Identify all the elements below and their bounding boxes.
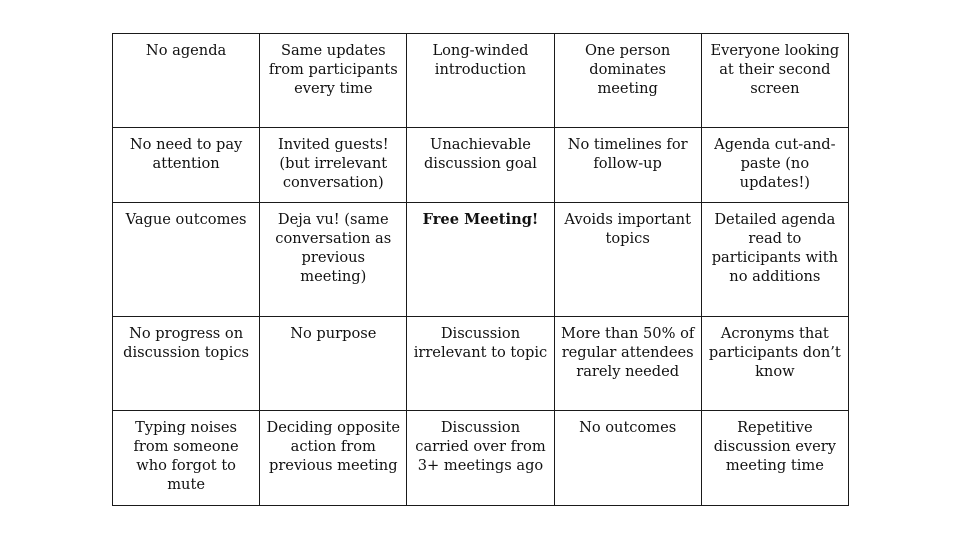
cell-text: Detailed agenda read to participants with no additions	[711, 211, 838, 285]
bingo-cell	[260, 34, 407, 128]
bingo-cell	[701, 411, 848, 506]
bingo-cell	[260, 128, 407, 203]
bingo-cell	[113, 203, 260, 317]
bingo-cell	[407, 128, 554, 203]
bingo-row-5	[113, 411, 849, 506]
bingo-row-2	[113, 128, 849, 203]
bingo-cell	[260, 203, 407, 317]
cell-text: No timelines for follow-up	[567, 136, 688, 172]
bingo-cell	[554, 203, 701, 317]
bingo-board	[112, 33, 849, 506]
free-space-cell	[407, 203, 554, 317]
cell-text: Discussion irrelevant to topic	[413, 325, 548, 361]
cell-text: Agenda cut-and-paste (no updates!)	[714, 136, 836, 191]
cell-text: Avoids important topics	[564, 211, 691, 247]
cell-text: No need to pay attention	[129, 136, 243, 172]
bingo-cell	[701, 128, 848, 203]
bingo-cell	[554, 411, 701, 506]
bingo-row-1	[113, 34, 849, 128]
cell-text: No outcomes	[579, 419, 677, 436]
cell-text: Invited guests! (but irrelevant conversation)	[277, 136, 389, 191]
cell-text: Same updates from participants every time	[268, 42, 398, 97]
cell-text: Typing noises from someone who forgot to mute	[133, 419, 239, 493]
bingo-cell	[407, 317, 554, 411]
bingo-cell	[113, 128, 260, 203]
bingo-cell	[260, 317, 407, 411]
cell-text: Deciding opposite action from previous meeting	[266, 419, 401, 474]
cell-text: Deja vu! (same conversation as previous meeting)	[275, 211, 392, 285]
bingo-cell	[407, 411, 554, 506]
bingo-cell	[554, 317, 701, 411]
bingo-cell	[701, 34, 848, 128]
cell-text: No agenda	[145, 42, 227, 59]
bingo-cell	[701, 317, 848, 411]
bingo-cell	[554, 34, 701, 128]
cell-text: No purpose	[290, 325, 377, 342]
bingo-cell	[554, 128, 701, 203]
cell-text: Discussion carried over from 3+ meetings ago	[415, 419, 546, 474]
bingo-cell	[701, 203, 848, 317]
cell-text: More than 50% of regular attendees rarely needed	[561, 325, 695, 380]
bingo-cell	[407, 34, 554, 128]
cell-text: Acronyms that participants don’t know	[708, 325, 841, 380]
bingo-cell	[113, 411, 260, 506]
cell-text: Long-winded introduction	[432, 42, 529, 78]
cell-text: Everyone looking at their second screen	[710, 42, 840, 97]
cell-text: Vague outcomes	[125, 211, 247, 228]
bingo-cell	[113, 317, 260, 411]
cell-text: Repetitive discussion every meeting time	[713, 419, 836, 474]
bingo-row-3	[113, 203, 849, 317]
bingo-cell	[113, 34, 260, 128]
bingo-row-4	[113, 317, 849, 411]
cell-text: One person dominates meeting	[585, 42, 671, 97]
free-space-text: Free Meeting!	[422, 211, 539, 228]
cell-text: Unachievable discussion goal	[423, 136, 537, 172]
bingo-cell	[260, 411, 407, 506]
cell-text: No progress on discussion topics	[123, 325, 250, 361]
